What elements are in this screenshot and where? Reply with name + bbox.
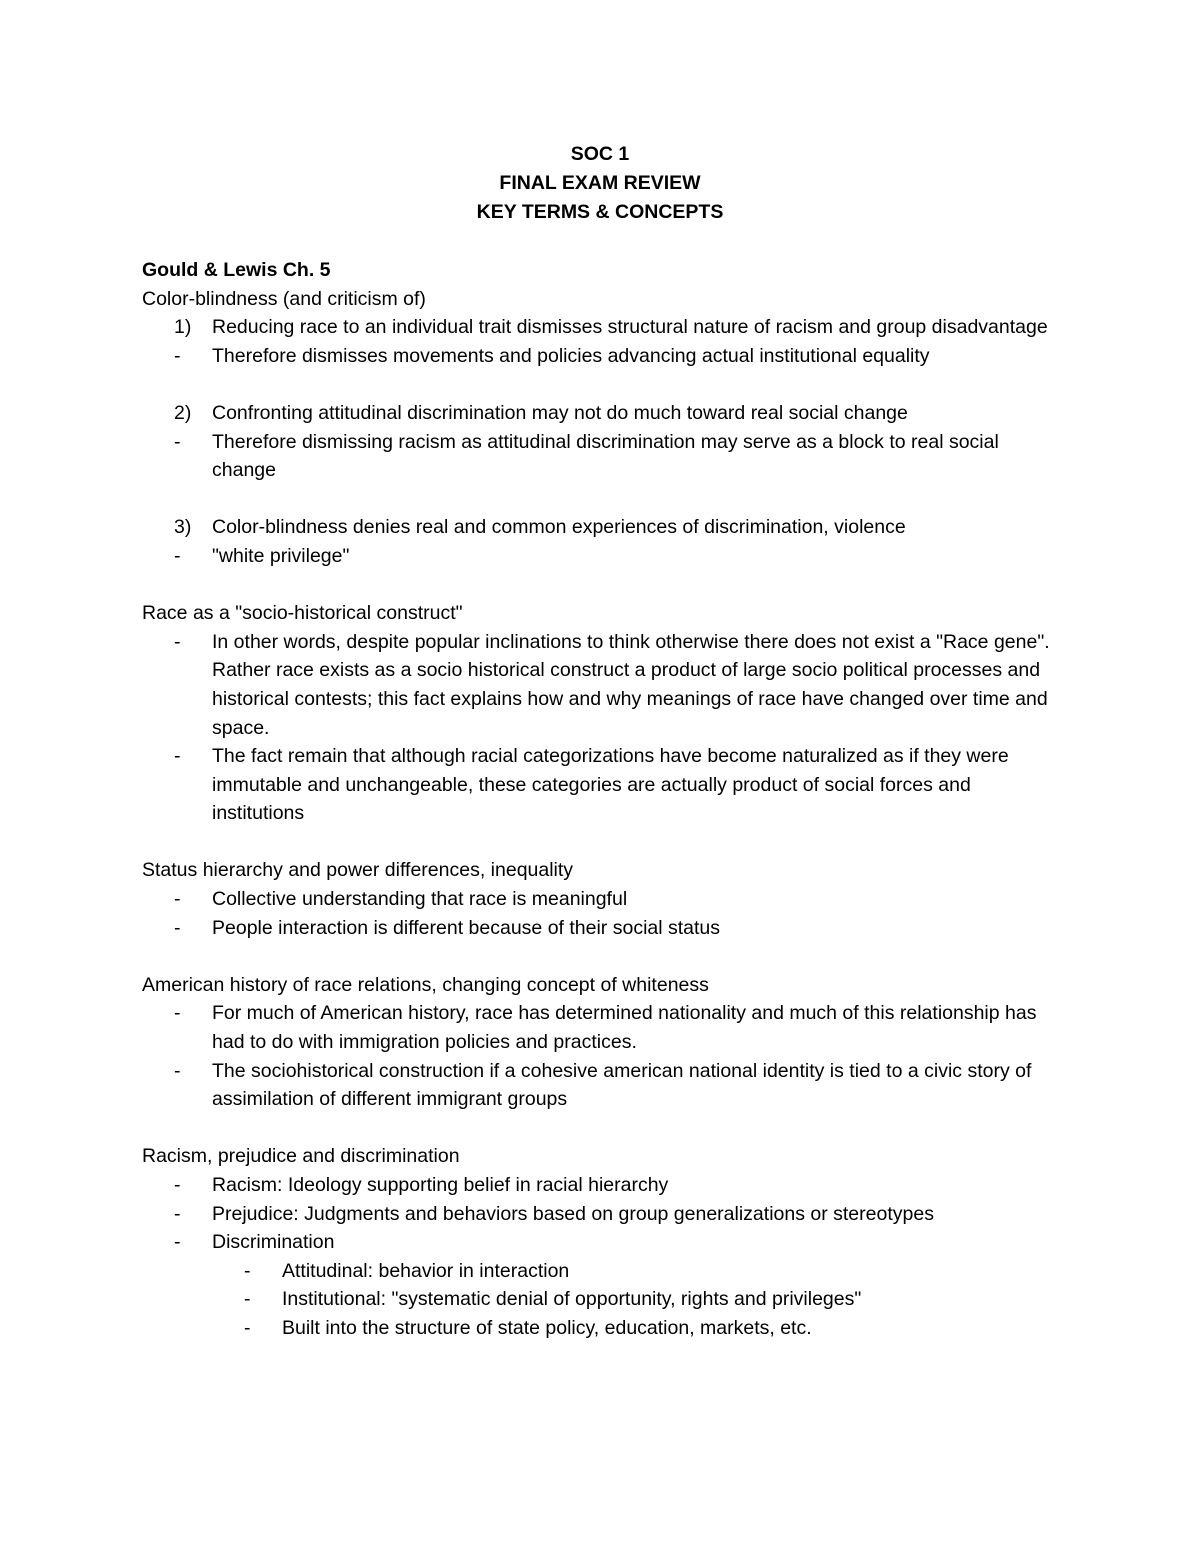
list-item-text: Confronting attitudinal discrimination may not do much toward real social change (212, 401, 908, 424)
list-marker: - (174, 630, 181, 653)
section-heading: Race as a "socio-historical construct" (142, 602, 463, 625)
list-item-text: Collective understanding that race is meaningful (212, 888, 628, 911)
section-status-hierarchy (142, 856, 1057, 942)
list-item (142, 513, 1057, 542)
sub-list-item-text: Attitudinal: behavior in interaction (282, 1259, 570, 1282)
sub-list-item-text: Built into the structure of state policy, education, markets, etc. (282, 1316, 812, 1339)
list-marker: - (174, 1231, 181, 1254)
list-item-text: People interaction is different because of their social status (212, 916, 721, 939)
list-item (142, 999, 1057, 1056)
blank-line (142, 370, 1057, 399)
section-american-history (142, 971, 1057, 1114)
list-marker: - (174, 544, 181, 567)
list-item-text: "white privilege" (212, 544, 350, 567)
list-marker: 1) (174, 316, 192, 339)
chapter-heading: Gould & Lewis Ch. 5 (142, 259, 331, 281)
section-racism-prejudice (142, 1142, 1057, 1342)
list-item (142, 1171, 1057, 1200)
list-item (142, 342, 1057, 371)
list-item (142, 1228, 1057, 1257)
blank-line (142, 485, 1057, 514)
section-heading: Color-blindness (and criticism of) (142, 287, 426, 310)
section-heading: Status hierarchy and power differences, inequality (142, 859, 574, 882)
list-item (142, 399, 1057, 428)
list-marker: - (174, 1174, 181, 1196)
list-item-text: Discrimination (212, 1231, 335, 1254)
list-item-text: In other words, despite popular inclinations to think otherwise there does not exist a "Race gene". Rather race exists as a socio historical construct a product of large socio political processes and historical contests; this fact explains how and why meanings of race have changed over time and space. (212, 630, 1050, 739)
list-item-text: Therefore dismisses movements and policies advancing actual institutional equality (212, 344, 930, 367)
exam-title: FINAL EXAM REVIEW (499, 172, 701, 194)
subtitle: KEY TERMS & CONCEPTS (476, 201, 724, 223)
list-item (142, 313, 1057, 342)
list-item (142, 628, 1057, 742)
document-body (142, 256, 1057, 1343)
list-item-text: Racism: Ideology supporting belief in racial hierarchy (212, 1174, 669, 1196)
list-marker: - (174, 1002, 181, 1025)
list-marker: - (174, 916, 181, 939)
list-item-text: Reducing race to an individual trait dismisses structural nature of racism and group disadvantage (212, 316, 1048, 339)
document-title (0, 140, 1200, 227)
course-title: SOC 1 (570, 143, 630, 165)
list-item (142, 742, 1057, 828)
section-heading: Racism, prejudice and discrimination (142, 1145, 460, 1168)
list-item-text: The fact remain that although racial categorizations have become naturalized as if they were immutable and unchangeable, these categories are actually product of social forces and institutions (212, 745, 1009, 825)
sub-list-item (142, 1257, 1057, 1286)
list-item-text: Color-blindness denies real and common experiences of discrimination, violence (212, 516, 906, 539)
list-marker: - (174, 344, 181, 367)
sub-list-item-text: Institutional: "systematic denial of opportunity, rights and privileges" (282, 1288, 862, 1311)
list-marker: - (174, 745, 181, 768)
list-item-text: Prejudice: Judgments and behaviors based on group generalizations or stereotypes (212, 1202, 934, 1225)
list-marker: - (174, 1059, 181, 1082)
list-marker: - (174, 1202, 181, 1225)
list-item-text: The sociohistorical construction if a cohesive american national identity is tied to a civic story of assimilation of different immigrant groups (212, 1059, 1032, 1111)
list-marker: 2) (174, 401, 192, 424)
list-item-text: For much of American history, race has determined nationality and much of this relationship has had to do with immigration policies and practices. (212, 1002, 1037, 1054)
section-heading: American history of race relations, changing concept of whiteness (142, 973, 709, 996)
list-item (142, 542, 1057, 571)
list-marker: 3) (174, 516, 192, 539)
list-marker: - (244, 1259, 251, 1282)
section-color-blindness (142, 285, 1057, 571)
list-item (142, 914, 1057, 943)
list-item (142, 885, 1057, 914)
list-item (142, 1200, 1057, 1229)
list-item-text: Therefore dismissing racism as attitudinal discrimination may serve as a block to real social change (212, 430, 999, 482)
section-race-construct (142, 599, 1057, 828)
sub-list-item (142, 1285, 1057, 1314)
list-marker: - (244, 1316, 251, 1339)
list-item (142, 428, 1057, 485)
list-marker: - (244, 1288, 251, 1311)
sub-list-item (142, 1314, 1057, 1343)
list-marker: - (174, 430, 181, 453)
list-item (142, 1057, 1057, 1114)
list-marker: - (174, 888, 181, 911)
